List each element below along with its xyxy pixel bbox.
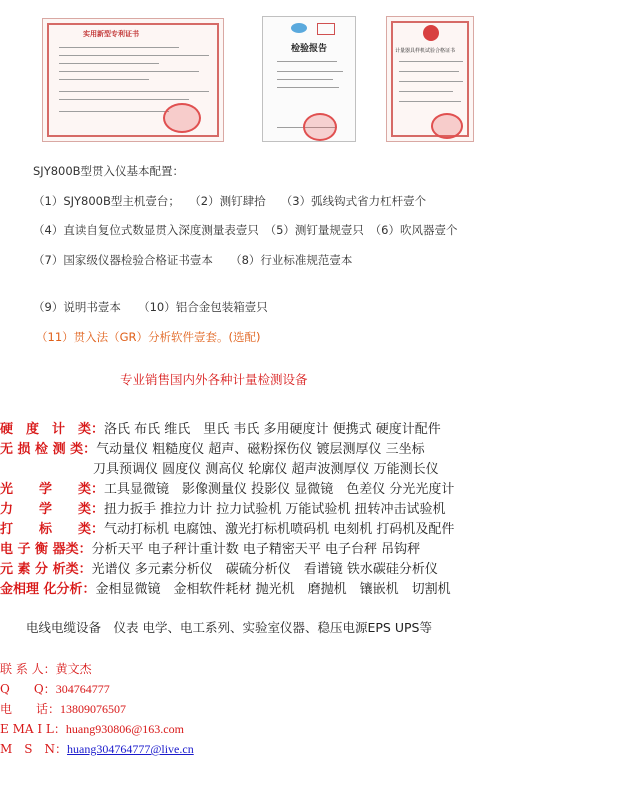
contact-msn-row [0,738,194,757]
contact-email-row [0,718,184,737]
metrology-certificate-image [386,16,474,142]
config-heading: SJY800B型贯入仪基本配置： [33,164,185,178]
patent-certificate-title: 实用新型专利证书 [83,30,139,38]
contact-msn-link[interactable]: huang304764777@live.cn [67,742,194,756]
spec-value: 刀具预调仪 圆度仪 测高仪 轮廓仪 超声波测厚仪 万能测长仪 [93,462,439,477]
contact-person-value: 黄文杰 [55,662,92,676]
spec-label: 光 学 类： [0,482,105,497]
sales-title: 专业销售国内外各种计量检测设备 [120,372,308,387]
spec-label: 元 素 分 析类： [0,562,92,577]
spec-label: 打 标 类： [0,522,105,537]
spec-row [0,538,420,557]
spec-value: 分析天平 电子秤计重计数 电子精密天平 电子台秤 吊钩秤 [91,542,421,557]
contact-person-label: 联 系 人： [0,662,56,676]
config-line-4: （9）说明书壹本 （10）铝合金包装箱壹只 [33,300,268,314]
patent-certificate-image [42,18,224,142]
config-optional-line: （11）贯入法（GR）分析软件壹套。(选配) [36,330,261,344]
spec-row [0,578,451,597]
spec-label: 金相理 化分析： [0,582,96,597]
spec-label: 无 损 检 测 类： [0,442,97,457]
config-line-3: （7）国家级仪器检验合格证书壹本 （8）行业标准规范壹本 [33,253,353,267]
spec-value: 光谱仪 多元素分析仪 碳硫分析仪 看谱镜 铁水碳硅分析仪 [91,562,438,577]
config-line-2: （4）直读自复位式数显贯入深度测量表壹只 （5）测钉量规壹只 （6）吹风器壹个 [33,223,458,237]
spec-label: 硬 度 计 类： [0,422,105,437]
contact-phone-label: 电 话： [0,702,61,716]
spec-row [0,478,454,497]
logo-icon [291,23,307,33]
spec-row [0,518,454,537]
inspection-report-image [262,16,356,142]
spec-value: 洛氏 布氏 维氏 里氏 韦氏 多用硬度计 便携式 硬度计配件 [104,422,441,437]
spec-value: 扭力扳手 推拉力计 拉力试验机 万能试验机 扭转冲击试验机 [104,502,446,517]
cma-logo-icon [317,23,335,35]
spec-label: 力 学 类： [0,502,105,517]
metrology-certificate-title: 计量器具样机试验合格证书 [395,48,456,54]
contact-email-label: E MA I L： [0,722,66,736]
national-emblem-icon [423,25,439,41]
spec-value: 气动打标机 电腐蚀、激光打标机喷码机 电刻机 打码机及配件 [104,522,455,537]
spec-row [0,498,446,517]
spec-value: 气动量仪 粗糙度仪 超声、磁粉探伤仪 镀层测厚仪 三坐标 [96,442,425,457]
config-line-1: （1）SJY800B型主机壹台； （2）测钉肆拾 （3）弧线钩式省力杠杆壹个 [33,194,427,208]
contact-qq-row [0,678,110,697]
contact-msn-label: M S N： [0,742,68,756]
contact-person-row [0,658,92,677]
spec-row [0,558,438,577]
contact-qq-label: Q Q： [0,682,56,696]
spec-value: 金相显微镜 金相软件耗材 抛光机 磨抛机 镶嵌机 切割机 [95,582,451,597]
spec-value: 工具显微镜 影像测量仪 投影仪 显微镜 色差仪 分光光度计 [104,482,455,497]
contact-qq-value: 304764777 [55,682,110,696]
inspection-report-title: 检验报告 [291,44,328,54]
spec-label: 电 子 衡 器类： [0,542,92,557]
contact-phone-value: 13809076507 [60,702,127,716]
contact-email-value[interactable]: huang930806@163.com [65,722,184,736]
spec-row [93,458,439,477]
contact-phone-row [0,698,126,717]
spec-row [0,418,441,437]
other-products-line: 电线电缆设备 仪表 电学、电工系列、实验室仪器、稳压电源EPS UPS等 [26,620,432,635]
spec-row [0,438,425,457]
